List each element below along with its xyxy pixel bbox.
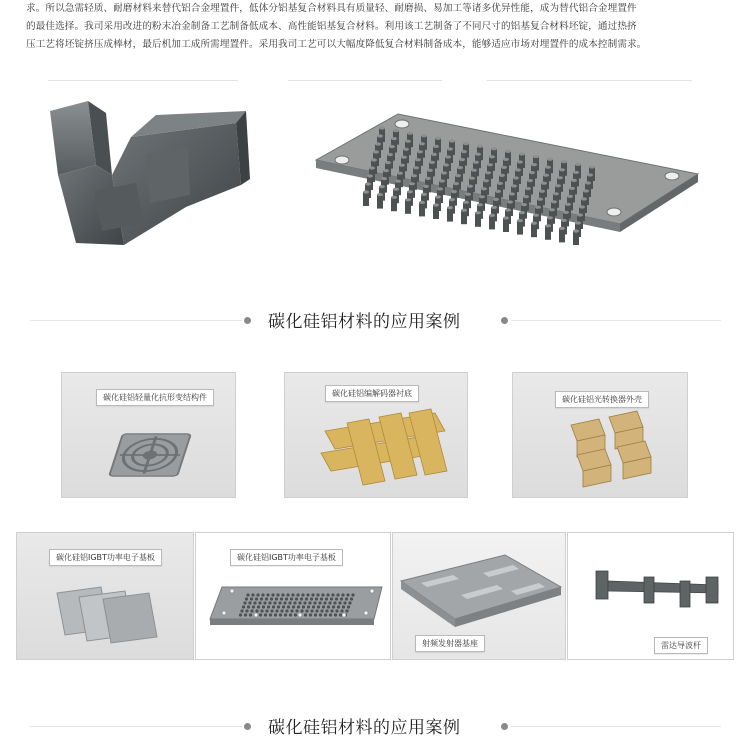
pin-fin bbox=[350, 597, 353, 600]
case-card[interactable] bbox=[392, 532, 566, 660]
pin-fin bbox=[240, 609, 243, 612]
pin-fin bbox=[320, 597, 323, 600]
pin-fin bbox=[274, 613, 277, 616]
pin-fin bbox=[273, 601, 276, 604]
pin-fin bbox=[325, 609, 328, 612]
divider bbox=[288, 80, 442, 81]
pin-fin bbox=[318, 601, 321, 604]
pin-fin bbox=[292, 605, 295, 608]
pin-fin bbox=[346, 593, 349, 596]
case-card[interactable] bbox=[284, 372, 468, 498]
bullet-dot-icon bbox=[244, 723, 251, 730]
pin-fin bbox=[290, 597, 293, 600]
pin-fin bbox=[314, 613, 317, 616]
pin-fin bbox=[298, 601, 301, 604]
pin-fin bbox=[289, 613, 292, 616]
pin-fin bbox=[261, 593, 264, 596]
pin-fin bbox=[347, 605, 350, 608]
pin-fin bbox=[253, 601, 256, 604]
pin-fin bbox=[310, 609, 313, 612]
pin-fin bbox=[297, 605, 300, 608]
pin-fin bbox=[475, 211, 481, 227]
pin-fin bbox=[270, 597, 273, 600]
pin-fin bbox=[340, 609, 343, 612]
pin-fin bbox=[327, 605, 330, 608]
pin-fin bbox=[328, 601, 331, 604]
pin-fin bbox=[251, 593, 254, 596]
pin-fin bbox=[305, 597, 308, 600]
pin-fin bbox=[250, 609, 253, 612]
pin-fin bbox=[351, 593, 354, 596]
pin-fin bbox=[257, 605, 260, 608]
pin-fin bbox=[315, 597, 318, 600]
section-rule bbox=[30, 726, 242, 727]
pin-fin bbox=[288, 601, 291, 604]
pin-fin bbox=[302, 605, 305, 608]
intro-line: 的最佳选择。我司采用改进的粉末冶金制备工艺制备低成本、高性能铝基复合材料。利用该工艺制备了不同尺寸的铝基复合材料坯锭，通过热挤 bbox=[26, 21, 637, 32]
pin-fin bbox=[293, 601, 296, 604]
pin-fin bbox=[295, 609, 298, 612]
pin-fin bbox=[363, 190, 369, 206]
pin-fin bbox=[517, 219, 523, 235]
pin-fin bbox=[419, 201, 425, 217]
pin-fin bbox=[317, 605, 320, 608]
pin-fin bbox=[338, 601, 341, 604]
pin-fin bbox=[287, 605, 290, 608]
pin-fin bbox=[531, 222, 537, 238]
case-card[interactable] bbox=[195, 532, 391, 660]
pin-fin bbox=[245, 609, 248, 612]
pin-fin bbox=[310, 597, 313, 600]
pin-fin bbox=[282, 605, 285, 608]
pin-fin bbox=[268, 601, 271, 604]
pin-fin bbox=[279, 613, 282, 616]
pin-fin bbox=[330, 609, 333, 612]
pin-fin bbox=[316, 593, 319, 596]
pin-fin bbox=[461, 209, 467, 225]
pin-fin bbox=[405, 198, 411, 214]
case-card[interactable] bbox=[567, 532, 734, 660]
case-card[interactable] bbox=[512, 372, 688, 498]
pin-fin bbox=[319, 613, 322, 616]
case-label: 碳化硅铝编解码器衬底 bbox=[325, 385, 419, 402]
pin-fin bbox=[258, 601, 261, 604]
pin-fin bbox=[305, 609, 308, 612]
pin-fin bbox=[377, 193, 383, 209]
pin-fin bbox=[312, 605, 315, 608]
pin-fin bbox=[333, 601, 336, 604]
pin-fin bbox=[249, 613, 252, 616]
pin-fin bbox=[280, 609, 283, 612]
case-label: 射频发射器基座 bbox=[415, 635, 485, 652]
pin-fin bbox=[348, 601, 351, 604]
structural-part-photo bbox=[36, 95, 251, 255]
pin-fin bbox=[545, 224, 551, 240]
pin-fin bbox=[276, 593, 279, 596]
bullet-dot-icon bbox=[501, 723, 508, 730]
case-label: 雷达导波杆 bbox=[654, 637, 708, 654]
pin-fin bbox=[245, 597, 248, 600]
pin-fin bbox=[269, 613, 272, 616]
case-card[interactable] bbox=[61, 372, 236, 498]
case-label: 碳化硅铝光转换器外壳 bbox=[555, 391, 649, 408]
pin-fin bbox=[300, 597, 303, 600]
section-rule bbox=[511, 726, 721, 727]
pin-fin bbox=[332, 605, 335, 608]
pin-fin bbox=[248, 601, 251, 604]
pin-fin bbox=[272, 605, 275, 608]
intro-paragraph bbox=[26, 0, 726, 54]
pin-fin bbox=[300, 609, 303, 612]
pin-fin bbox=[283, 601, 286, 604]
pin-fin bbox=[334, 613, 337, 616]
case-label: 碳化硅铝IGBT功率电子基板 bbox=[230, 549, 343, 566]
pin-fin bbox=[342, 605, 345, 608]
pin-fin bbox=[320, 609, 323, 612]
pin-fin bbox=[275, 609, 278, 612]
pin-fin bbox=[285, 609, 288, 612]
pin-fin bbox=[271, 593, 274, 596]
pin-fin bbox=[270, 609, 273, 612]
pin-fin bbox=[335, 609, 338, 612]
pin-fin bbox=[325, 597, 328, 600]
intro-line: 求。所以急需轻质、耐磨材料来替代铝合金埋置件，低体分铝基复合材料具有质量轻、耐磨损、易加工等诸多优异性能，成为替代铝合金埋置件 bbox=[26, 3, 637, 14]
pin-fin bbox=[278, 601, 281, 604]
pin-fin bbox=[308, 601, 311, 604]
section-header bbox=[0, 712, 750, 742]
pin-fin bbox=[255, 597, 258, 600]
pin-fin bbox=[343, 601, 346, 604]
pin-fin bbox=[265, 609, 268, 612]
pin-fin bbox=[321, 593, 324, 596]
pin-fin bbox=[265, 597, 268, 600]
pin-fin bbox=[323, 601, 326, 604]
pin-fin bbox=[296, 593, 299, 596]
pin-fin bbox=[267, 605, 270, 608]
pin-fin bbox=[559, 227, 565, 243]
section-title: 碳化硅铝材料的应用案例 bbox=[268, 718, 461, 738]
pin-fin bbox=[290, 609, 293, 612]
pin-fin bbox=[345, 597, 348, 600]
pin-fin-plate-photo bbox=[302, 112, 702, 260]
pin-fin bbox=[339, 613, 342, 616]
pin-fin bbox=[281, 593, 284, 596]
pin-fin bbox=[294, 613, 297, 616]
pin-fin bbox=[322, 605, 325, 608]
pin-fin bbox=[503, 216, 509, 232]
pin-fin bbox=[311, 593, 314, 596]
pin-fin bbox=[243, 601, 246, 604]
pin-fin bbox=[246, 593, 249, 596]
pin-fin bbox=[340, 597, 343, 600]
pin-fin bbox=[244, 613, 247, 616]
pin-fin bbox=[573, 229, 579, 245]
pin-fin bbox=[330, 597, 333, 600]
pin-fin bbox=[329, 613, 332, 616]
pin-fin bbox=[239, 613, 242, 616]
pin-fin bbox=[433, 203, 439, 219]
pin-fin bbox=[284, 613, 287, 616]
intro-line: 压工艺将坯锭挤压成棒材，最后机加工成所需埋置件。采用我司工艺可以大幅度降低复合材料制备成本，能够适应市场对埋置件的成本控制需求。 bbox=[26, 39, 647, 50]
pin-fin bbox=[304, 613, 307, 616]
pin-fin bbox=[306, 593, 309, 596]
pin-fin bbox=[285, 597, 288, 600]
bullet-dot-icon bbox=[244, 317, 251, 324]
pin-fin bbox=[324, 613, 327, 616]
pin-fin bbox=[307, 605, 310, 608]
pin-fin bbox=[447, 206, 453, 222]
pin-fin bbox=[303, 601, 306, 604]
pin-fin bbox=[391, 196, 397, 212]
section-rule bbox=[30, 320, 242, 321]
pin-fin bbox=[280, 597, 283, 600]
section-rule bbox=[511, 320, 721, 321]
pin-fin bbox=[250, 597, 253, 600]
case-card[interactable] bbox=[16, 532, 194, 660]
section-title: 碳化硅铝材料的应用案例 bbox=[268, 312, 461, 332]
pin-fin bbox=[345, 609, 348, 612]
pin-fin bbox=[262, 605, 265, 608]
pin-fin bbox=[286, 593, 289, 596]
pin-fin bbox=[256, 593, 259, 596]
section-header bbox=[0, 306, 750, 336]
pin-fin bbox=[313, 601, 316, 604]
pin-fin bbox=[291, 593, 294, 596]
pin-fin bbox=[242, 605, 245, 608]
pin-fin bbox=[295, 597, 298, 600]
pin-fin bbox=[341, 593, 344, 596]
pin-fin bbox=[263, 601, 266, 604]
pin-fin bbox=[252, 605, 255, 608]
pin-fin bbox=[266, 593, 269, 596]
pin-fin bbox=[337, 605, 340, 608]
pin-fin bbox=[336, 593, 339, 596]
pin-fin bbox=[275, 597, 278, 600]
pin-fin bbox=[326, 593, 329, 596]
divider bbox=[487, 80, 692, 81]
divider bbox=[48, 80, 238, 81]
pin-fin bbox=[309, 613, 312, 616]
pin-fin bbox=[247, 605, 250, 608]
bullet-dot-icon bbox=[501, 317, 508, 324]
pin-fin bbox=[260, 597, 263, 600]
pin-fin bbox=[255, 609, 258, 612]
pin-fin bbox=[331, 593, 334, 596]
case-label: 碳化硅铝轻量化抗形变结构件 bbox=[96, 389, 214, 406]
pin-fin bbox=[277, 605, 280, 608]
pin-fin bbox=[315, 609, 318, 612]
pin-fin bbox=[489, 214, 495, 230]
pin-fin bbox=[259, 613, 262, 616]
pin-fin bbox=[260, 609, 263, 612]
pin-fin bbox=[335, 597, 338, 600]
case-label: 碳化硅铝IGBT功率电子基板 bbox=[49, 549, 162, 566]
pin-fin bbox=[301, 593, 304, 596]
pin-fin bbox=[264, 613, 267, 616]
